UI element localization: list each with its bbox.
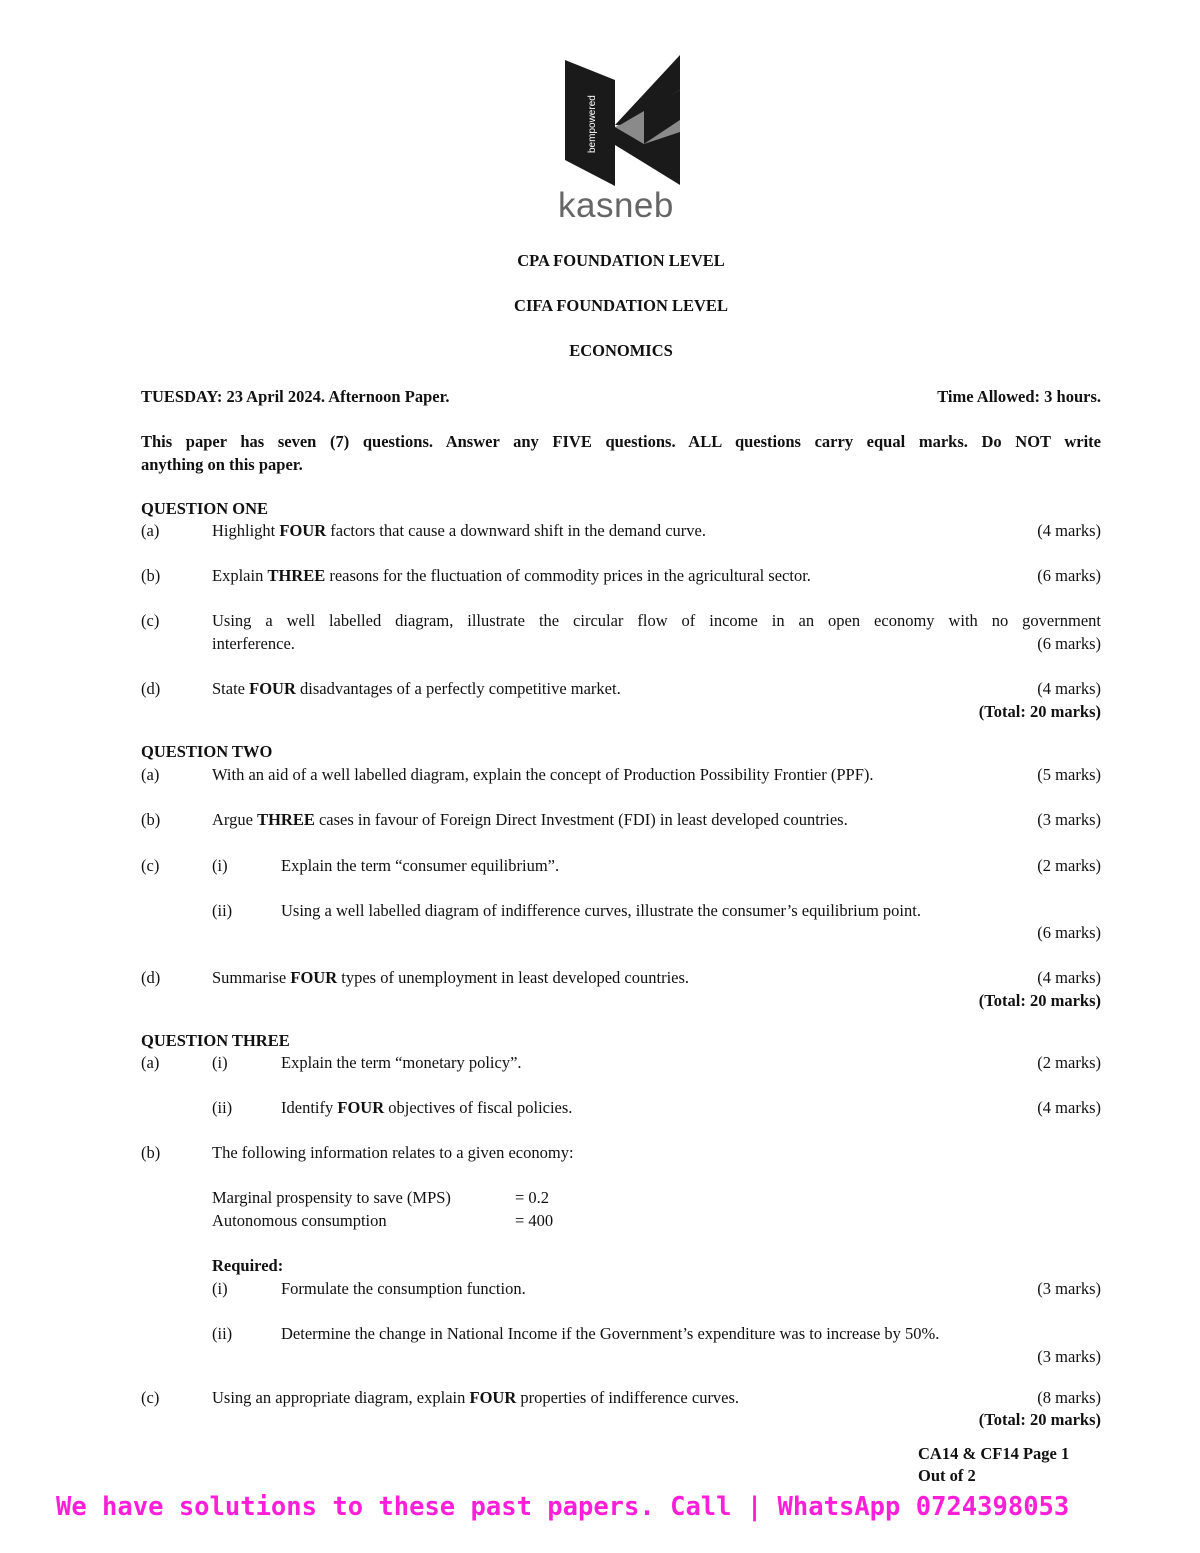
q3-part-b-i <box>141 1279 1101 1301</box>
mps-label: Marginal prospensity to save (MPS) <box>212 1188 451 1207</box>
item-label: (c) <box>141 856 160 875</box>
item-label: (a) <box>141 521 160 540</box>
item-label: (b) <box>141 566 161 585</box>
marks: (3 marks) <box>1037 1279 1101 1298</box>
mps-value: = 0.2 <box>515 1188 550 1207</box>
q1-total: (Total: 20 marks) <box>978 702 1101 721</box>
autonomous-consumption-value: = 400 <box>515 1211 554 1230</box>
marks: (4 marks) <box>1037 521 1101 540</box>
subject-title: ECONOMICS <box>569 341 673 360</box>
q2-part-c-ii-marks <box>141 923 1101 945</box>
item-label: (d) <box>141 968 161 987</box>
q3-part-b-ii <box>141 1324 1101 1346</box>
q1-part-c-cont <box>141 634 1101 656</box>
level-title-cpa: CPA FOUNDATION LEVEL <box>517 251 725 270</box>
q1-part-a <box>141 521 1101 543</box>
q3-part-a-i <box>141 1053 1101 1075</box>
item-label: (a) <box>141 765 160 784</box>
page-count: Out of 2 <box>918 1466 976 1485</box>
q2-total: (Total: 20 marks) <box>978 991 1101 1010</box>
instructions-line-2: anything on this paper. <box>141 455 303 474</box>
q1-part-b <box>141 566 1101 588</box>
item-text: Argue THREE cases in favour of Foreign Direct Investment (FDI) in least developed countries. <box>212 810 848 829</box>
sub-label: (ii) <box>212 901 233 920</box>
item-text-line-2: interference. <box>212 634 295 653</box>
level-title-cifa: CIFA FOUNDATION LEVEL <box>514 296 728 315</box>
q3-part-a-ii <box>141 1098 1101 1120</box>
marks: (6 marks) <box>1037 566 1101 585</box>
required-heading-row <box>141 1256 1101 1278</box>
item-text: Using a well labelled diagram of indifference curves, illustrate the consumer’s equilibrium point. <box>281 901 921 920</box>
required-heading: Required: <box>212 1256 284 1275</box>
item-text: Determine the change in National Income if the Government’s expenditure was to increase by 50%. <box>281 1324 940 1343</box>
item-label: (d) <box>141 679 161 698</box>
q3-part-b <box>141 1143 1101 1165</box>
q3-part-b-ii-marks <box>141 1347 1101 1369</box>
item-text: Identify FOUR objectives of fiscal policies. <box>281 1098 573 1117</box>
item-text: Explain THREE reasons for the fluctuation of commodity prices in the agricultural sector. <box>212 566 811 585</box>
instructions-line-1: This paper has seven (7) questions. Answer any FIVE questions. ALL questions carry equal marks. Do NOT write <box>141 432 1101 451</box>
question-two-title: QUESTION TWO <box>141 742 273 761</box>
q2-part-d <box>141 968 1101 990</box>
q3-total: (Total: 20 marks) <box>978 1410 1101 1429</box>
autonomous-consumption-row <box>141 1211 1101 1233</box>
marks: (8 marks) <box>1037 1388 1101 1407</box>
item-label: (b) <box>141 1143 161 1162</box>
q3-part-c <box>141 1388 1101 1410</box>
q2-part-a <box>141 765 1101 787</box>
marks: (4 marks) <box>1037 1098 1101 1117</box>
item-text: The following information relates to a given economy: <box>212 1143 574 1162</box>
q1-part-c <box>141 611 1101 633</box>
q1-part-d <box>141 679 1101 701</box>
q2-part-c-ii <box>141 901 1101 923</box>
item-text: Explain the term “consumer equilibrium”. <box>281 856 560 875</box>
item-text-line-1: Using a well labelled diagram, illustrate the circular flow of income in an open economy with no government <box>212 611 1101 630</box>
page-footer <box>918 1443 1069 1487</box>
logo-wordmark: kasneb <box>558 186 674 225</box>
item-text: State FOUR disadvantages of a perfectly competitive market. <box>212 679 621 698</box>
marks: (2 marks) <box>1037 856 1101 875</box>
autonomous-consumption-label: Autonomous consumption <box>212 1211 387 1230</box>
logo-tagline: bempowered <box>587 95 598 153</box>
sub-label: (ii) <box>212 1324 233 1343</box>
time-allowed: Time Allowed: 3 hours. <box>937 387 1101 406</box>
item-label: (c) <box>141 611 160 630</box>
marks: (2 marks) <box>1037 1053 1101 1072</box>
sub-label: (i) <box>212 1279 228 1298</box>
marks: (5 marks) <box>1037 765 1101 784</box>
marks: (4 marks) <box>1037 968 1101 987</box>
item-text: With an aid of a well labelled diagram, explain the concept of Production Possibility Frontier (PPF). <box>212 765 874 784</box>
promo-banner: We have solutions to these past papers. Call | WhatsApp 0724398053 <box>56 1492 1070 1522</box>
item-text: Explain the term “monetary policy”. <box>281 1053 522 1072</box>
marks: (3 marks) <box>1037 1347 1101 1366</box>
page-number: CA14 & CF14 Page 1 <box>918 1444 1070 1463</box>
item-label: (a) <box>141 1053 160 1072</box>
sub-label: (i) <box>212 1053 228 1072</box>
item-label: (c) <box>141 1388 160 1407</box>
q2-part-b <box>141 810 1101 832</box>
q2-part-c-i <box>141 856 1101 878</box>
item-label: (b) <box>141 810 161 829</box>
question-one-title: QUESTION ONE <box>141 499 268 518</box>
sub-label: (ii) <box>212 1098 233 1117</box>
sub-label: (i) <box>212 856 228 875</box>
mps-row <box>141 1188 1101 1210</box>
item-text: Summarise FOUR types of unemployment in least developed countries. <box>212 968 690 987</box>
exam-date: TUESDAY: 23 April 2024. Afternoon Paper. <box>141 387 450 406</box>
question-three-title: QUESTION THREE <box>141 1031 290 1050</box>
marks: (6 marks) <box>1037 923 1101 942</box>
item-text: Highlight FOUR factors that cause a downward shift in the demand curve. <box>212 521 706 540</box>
marks: (6 marks) <box>1037 634 1101 653</box>
marks: (3 marks) <box>1037 810 1101 829</box>
item-text: Using an appropriate diagram, explain FOUR properties of indifference curves. <box>212 1388 740 1407</box>
marks: (4 marks) <box>1037 679 1101 698</box>
item-text: Formulate the consumption function. <box>281 1279 526 1298</box>
